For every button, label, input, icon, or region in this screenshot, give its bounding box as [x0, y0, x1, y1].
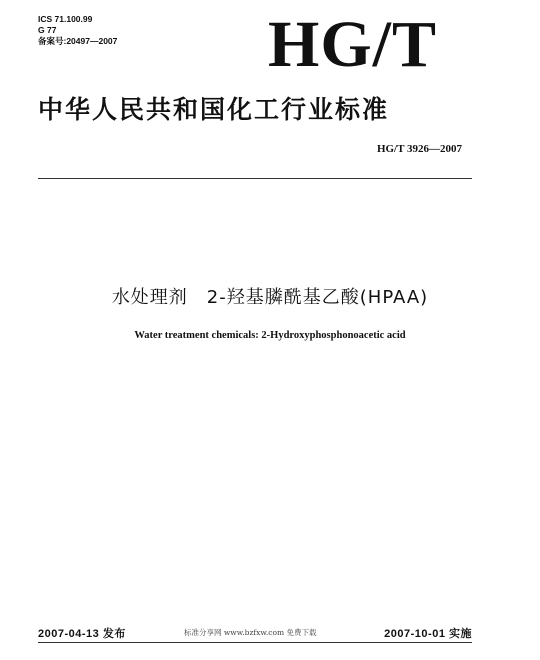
- publish-date: 2007-04-13 发布: [38, 628, 126, 640]
- website-note: 标准分享网 www.bzfxw.com 免费下载: [184, 628, 317, 637]
- standard-logo: HG/T: [268, 8, 438, 81]
- chinese-title: 水处理剂 2-羟基膦酰基乙酸(HPAA): [111, 287, 429, 308]
- top-divider: [38, 178, 472, 179]
- record-number: 备案号:20497—2007: [38, 36, 118, 46]
- standard-number: HG/T 3926—2007: [376, 143, 462, 155]
- classification-code: G 77: [38, 25, 57, 35]
- organization-title: 中华人民共和国化工行业标准: [38, 95, 390, 124]
- ics-code: ICS 71.100.99: [38, 14, 93, 24]
- english-title: Water treatment chemicals: 2-Hydroxyphosphonoacetic acid: [134, 330, 406, 341]
- bottom-divider: [38, 642, 472, 643]
- metadata-block: [38, 14, 117, 47]
- implement-date: 2007-10-01 实施: [384, 628, 472, 640]
